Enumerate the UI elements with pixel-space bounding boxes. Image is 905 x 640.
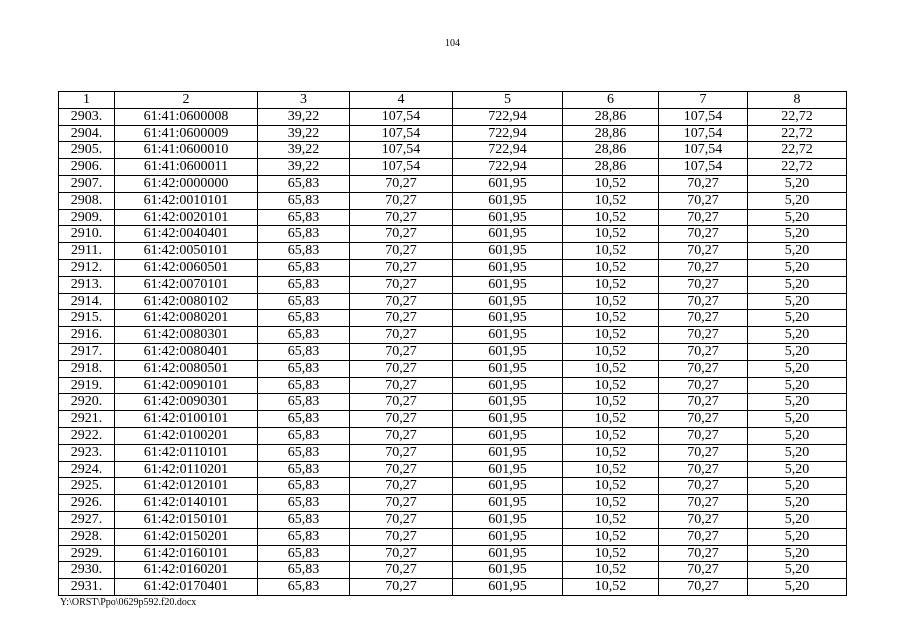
table-row: [59, 343, 847, 360]
cadastral-code-cell: 61:42:0080501: [115, 360, 258, 377]
table-row: [59, 108, 847, 125]
value-col3-cell: 65,83: [258, 360, 350, 377]
value-col8-cell: 22,72: [748, 108, 847, 125]
table-row: [59, 175, 847, 192]
cadastral-code-cell: 61:42:0020101: [115, 209, 258, 226]
value-col4-cell: 70,27: [350, 243, 453, 260]
value-col3-cell: 65,83: [258, 226, 350, 243]
value-col7-cell: 70,27: [659, 327, 748, 344]
value-col5-cell: 601,95: [453, 327, 563, 344]
value-col5-cell: 601,95: [453, 528, 563, 545]
value-col7-cell: 70,27: [659, 226, 748, 243]
value-col8-cell: 5,20: [748, 478, 847, 495]
row-number-cell: 2918.: [59, 360, 115, 377]
row-number-cell: 2931.: [59, 579, 115, 596]
value-col6-cell: 10,52: [563, 276, 659, 293]
value-col5-cell: 722,94: [453, 108, 563, 125]
value-col5-cell: 601,95: [453, 579, 563, 596]
row-number-cell: 2916.: [59, 327, 115, 344]
value-col8-cell: 5,20: [748, 243, 847, 260]
value-col4-cell: 70,27: [350, 411, 453, 428]
value-col7-cell: 70,27: [659, 411, 748, 428]
value-col6-cell: 10,52: [563, 310, 659, 327]
value-col4-cell: 107,54: [350, 142, 453, 159]
value-col3-cell: 65,83: [258, 192, 350, 209]
value-col3-cell: 65,83: [258, 243, 350, 260]
value-col7-cell: 70,27: [659, 461, 748, 478]
value-col3-cell: 65,83: [258, 444, 350, 461]
value-col7-cell: 70,27: [659, 562, 748, 579]
value-col3-cell: 65,83: [258, 478, 350, 495]
value-col4-cell: 70,27: [350, 226, 453, 243]
value-col5-cell: 601,95: [453, 243, 563, 260]
value-col8-cell: 22,72: [748, 125, 847, 142]
cadastral-code-cell: 61:41:0600008: [115, 108, 258, 125]
table-row: [59, 259, 847, 276]
value-col6-cell: 10,52: [563, 495, 659, 512]
value-col5-cell: 601,95: [453, 226, 563, 243]
value-col6-cell: 10,52: [563, 226, 659, 243]
value-col6-cell: 28,86: [563, 108, 659, 125]
value-col7-cell: 70,27: [659, 243, 748, 260]
value-col6-cell: 28,86: [563, 125, 659, 142]
value-col8-cell: 5,20: [748, 444, 847, 461]
row-number-cell: 2919.: [59, 377, 115, 394]
value-col7-cell: 70,27: [659, 511, 748, 528]
value-col8-cell: 5,20: [748, 394, 847, 411]
value-col6-cell: 10,52: [563, 377, 659, 394]
value-col5-cell: 601,95: [453, 495, 563, 512]
value-col6-cell: 10,52: [563, 427, 659, 444]
table-row: [59, 528, 847, 545]
cadastral-code-cell: 61:42:0080301: [115, 327, 258, 344]
value-col5-cell: 601,95: [453, 276, 563, 293]
value-col5-cell: 601,95: [453, 209, 563, 226]
value-col8-cell: 5,20: [748, 579, 847, 596]
value-col7-cell: 70,27: [659, 343, 748, 360]
cadastral-code-cell: 61:41:0600010: [115, 142, 258, 159]
value-col6-cell: 10,52: [563, 175, 659, 192]
value-col7-cell: 70,27: [659, 360, 748, 377]
value-col8-cell: 5,20: [748, 226, 847, 243]
value-col8-cell: 5,20: [748, 175, 847, 192]
table-row: [59, 243, 847, 260]
value-col8-cell: 5,20: [748, 461, 847, 478]
value-col6-cell: 10,52: [563, 444, 659, 461]
value-col8-cell: 5,20: [748, 192, 847, 209]
cadastral-code-cell: 61:42:0100101: [115, 411, 258, 428]
cadastral-code-cell: 61:42:0050101: [115, 243, 258, 260]
row-number-cell: 2908.: [59, 192, 115, 209]
value-col6-cell: 10,52: [563, 562, 659, 579]
row-number-cell: 2924.: [59, 461, 115, 478]
value-col3-cell: 65,83: [258, 377, 350, 394]
value-col6-cell: 10,52: [563, 545, 659, 562]
cadastral-code-cell: 61:42:0110201: [115, 461, 258, 478]
value-col3-cell: 65,83: [258, 394, 350, 411]
value-col8-cell: 5,20: [748, 360, 847, 377]
cadastral-code-cell: 61:42:0150201: [115, 528, 258, 545]
value-col8-cell: 5,20: [748, 562, 847, 579]
value-col5-cell: 601,95: [453, 175, 563, 192]
row-number-cell: 2914.: [59, 293, 115, 310]
value-col4-cell: 70,27: [350, 327, 453, 344]
value-col4-cell: 70,27: [350, 394, 453, 411]
row-number-cell: 2930.: [59, 562, 115, 579]
value-col3-cell: 65,83: [258, 276, 350, 293]
value-col4-cell: 70,27: [350, 579, 453, 596]
cadastral-code-cell: 61:42:0150101: [115, 511, 258, 528]
value-col6-cell: 10,52: [563, 192, 659, 209]
table-row: [59, 327, 847, 344]
cadastral-code-cell: 61:42:0160101: [115, 545, 258, 562]
value-col5-cell: 601,95: [453, 411, 563, 428]
row-number-cell: 2923.: [59, 444, 115, 461]
value-col4-cell: 70,27: [350, 360, 453, 377]
value-col7-cell: 70,27: [659, 394, 748, 411]
value-col5-cell: 722,94: [453, 125, 563, 142]
table-row: [59, 495, 847, 512]
table-row: [59, 411, 847, 428]
value-col4-cell: 70,27: [350, 209, 453, 226]
value-col6-cell: 10,52: [563, 360, 659, 377]
table-row: [59, 310, 847, 327]
value-col3-cell: 65,83: [258, 461, 350, 478]
value-col7-cell: 70,27: [659, 293, 748, 310]
cadastral-code-cell: 61:42:0090301: [115, 394, 258, 411]
value-col3-cell: 65,83: [258, 209, 350, 226]
value-col3-cell: 65,83: [258, 545, 350, 562]
value-col8-cell: 5,20: [748, 276, 847, 293]
value-col7-cell: 70,27: [659, 209, 748, 226]
value-col4-cell: 70,27: [350, 461, 453, 478]
row-number-cell: 2912.: [59, 259, 115, 276]
value-col7-cell: 70,27: [659, 377, 748, 394]
value-col4-cell: 107,54: [350, 108, 453, 125]
data-table: [58, 91, 847, 596]
value-col4-cell: 107,54: [350, 159, 453, 176]
value-col7-cell: 70,27: [659, 192, 748, 209]
value-col7-cell: 70,27: [659, 427, 748, 444]
value-col3-cell: 65,83: [258, 579, 350, 596]
value-col7-cell: 70,27: [659, 259, 748, 276]
value-col3-cell: 65,83: [258, 411, 350, 428]
value-col8-cell: 5,20: [748, 327, 847, 344]
table-row: [59, 427, 847, 444]
value-col3-cell: 65,83: [258, 495, 350, 512]
cadastral-code-cell: 61:42:0010101: [115, 192, 258, 209]
value-col8-cell: 5,20: [748, 209, 847, 226]
row-number-cell: 2928.: [59, 528, 115, 545]
value-col8-cell: 5,20: [748, 511, 847, 528]
value-col6-cell: 28,86: [563, 142, 659, 159]
table-row: [59, 545, 847, 562]
value-col6-cell: 10,52: [563, 293, 659, 310]
table-header-row: [59, 92, 847, 109]
value-col3-cell: 65,83: [258, 259, 350, 276]
cadastral-code-cell: 61:42:0100201: [115, 427, 258, 444]
value-col8-cell: 5,20: [748, 427, 847, 444]
column-header-8: 8: [748, 92, 847, 109]
column-header-7: 7: [659, 92, 748, 109]
value-col4-cell: 70,27: [350, 276, 453, 293]
value-col4-cell: 70,27: [350, 192, 453, 209]
row-number-cell: 2915.: [59, 310, 115, 327]
cadastral-code-cell: 61:42:0000000: [115, 175, 258, 192]
value-col8-cell: 5,20: [748, 293, 847, 310]
column-header-4: 4: [350, 92, 453, 109]
value-col6-cell: 10,52: [563, 478, 659, 495]
cadastral-code-cell: 61:42:0070101: [115, 276, 258, 293]
value-col5-cell: 601,95: [453, 377, 563, 394]
value-col5-cell: 601,95: [453, 545, 563, 562]
value-col7-cell: 70,27: [659, 276, 748, 293]
value-col5-cell: 601,95: [453, 562, 563, 579]
value-col3-cell: 65,83: [258, 310, 350, 327]
row-number-cell: 2925.: [59, 478, 115, 495]
value-col6-cell: 10,52: [563, 511, 659, 528]
row-number-cell: 2910.: [59, 226, 115, 243]
cadastral-code-cell: 61:42:0140101: [115, 495, 258, 512]
cadastral-code-cell: 61:42:0160201: [115, 562, 258, 579]
row-number-cell: 2907.: [59, 175, 115, 192]
value-col7-cell: 70,27: [659, 528, 748, 545]
table-row: [59, 511, 847, 528]
row-number-cell: 2905.: [59, 142, 115, 159]
value-col5-cell: 601,95: [453, 360, 563, 377]
table-row: [59, 461, 847, 478]
value-col7-cell: 70,27: [659, 478, 748, 495]
row-number-cell: 2927.: [59, 511, 115, 528]
value-col8-cell: 5,20: [748, 411, 847, 428]
row-number-cell: 2921.: [59, 411, 115, 428]
cadastral-code-cell: 61:42:0080102: [115, 293, 258, 310]
row-number-cell: 2920.: [59, 394, 115, 411]
value-col5-cell: 601,95: [453, 192, 563, 209]
table-row: [59, 192, 847, 209]
value-col6-cell: 10,52: [563, 579, 659, 596]
cadastral-code-cell: 61:42:0090101: [115, 377, 258, 394]
column-header-2: 2: [115, 92, 258, 109]
value-col6-cell: 10,52: [563, 461, 659, 478]
value-col6-cell: 10,52: [563, 528, 659, 545]
value-col8-cell: 22,72: [748, 142, 847, 159]
row-number-cell: 2922.: [59, 427, 115, 444]
value-col8-cell: 5,20: [748, 259, 847, 276]
value-col6-cell: 10,52: [563, 259, 659, 276]
value-col5-cell: 601,95: [453, 343, 563, 360]
table-row: [59, 226, 847, 243]
cadastral-code-cell: 61:42:0040401: [115, 226, 258, 243]
table-row: [59, 209, 847, 226]
table-row: [59, 579, 847, 596]
value-col3-cell: 65,83: [258, 293, 350, 310]
value-col6-cell: 10,52: [563, 327, 659, 344]
value-col3-cell: 65,83: [258, 528, 350, 545]
value-col8-cell: 5,20: [748, 495, 847, 512]
cadastral-code-cell: 61:41:0600011: [115, 159, 258, 176]
table-row: [59, 444, 847, 461]
value-col3-cell: 39,22: [258, 108, 350, 125]
row-number-cell: 2913.: [59, 276, 115, 293]
value-col3-cell: 65,83: [258, 427, 350, 444]
value-col7-cell: 70,27: [659, 310, 748, 327]
value-col3-cell: 65,83: [258, 562, 350, 579]
value-col5-cell: 601,95: [453, 511, 563, 528]
page-number: 104: [445, 38, 460, 49]
column-header-3: 3: [258, 92, 350, 109]
value-col7-cell: 70,27: [659, 175, 748, 192]
value-col8-cell: 5,20: [748, 377, 847, 394]
value-col3-cell: 39,22: [258, 159, 350, 176]
value-col4-cell: 70,27: [350, 562, 453, 579]
value-col7-cell: 70,27: [659, 444, 748, 461]
value-col3-cell: 65,83: [258, 175, 350, 192]
table-row: [59, 293, 847, 310]
table-row: [59, 125, 847, 142]
value-col4-cell: 70,27: [350, 293, 453, 310]
row-number-cell: 2917.: [59, 343, 115, 360]
value-col5-cell: 601,95: [453, 293, 563, 310]
value-col7-cell: 70,27: [659, 495, 748, 512]
value-col8-cell: 5,20: [748, 528, 847, 545]
cadastral-code-cell: 61:42:0110101: [115, 444, 258, 461]
value-col5-cell: 722,94: [453, 159, 563, 176]
value-col8-cell: 5,20: [748, 545, 847, 562]
value-col7-cell: 107,54: [659, 108, 748, 125]
row-number-cell: 2926.: [59, 495, 115, 512]
value-col5-cell: 601,95: [453, 427, 563, 444]
cadastral-code-cell: 61:42:0080401: [115, 343, 258, 360]
value-col5-cell: 601,95: [453, 444, 563, 461]
value-col4-cell: 70,27: [350, 310, 453, 327]
value-col7-cell: 107,54: [659, 159, 748, 176]
table-row: [59, 142, 847, 159]
row-number-cell: 2911.: [59, 243, 115, 260]
table-row: [59, 562, 847, 579]
value-col6-cell: 28,86: [563, 159, 659, 176]
value-col5-cell: 601,95: [453, 478, 563, 495]
value-col4-cell: 70,27: [350, 377, 453, 394]
value-col6-cell: 10,52: [563, 209, 659, 226]
value-col4-cell: 70,27: [350, 495, 453, 512]
value-col3-cell: 65,83: [258, 343, 350, 360]
table-row: [59, 276, 847, 293]
cadastral-code-cell: 61:42:0170401: [115, 579, 258, 596]
row-number-cell: 2909.: [59, 209, 115, 226]
column-header-6: 6: [563, 92, 659, 109]
cadastral-code-cell: 61:42:0080201: [115, 310, 258, 327]
value-col6-cell: 10,52: [563, 411, 659, 428]
footer-file-path: Y:\ORST\Ppo\0629p592.f20.docx: [60, 597, 197, 608]
value-col4-cell: 70,27: [350, 528, 453, 545]
table-row: [59, 159, 847, 176]
cadastral-code-cell: 61:42:0120101: [115, 478, 258, 495]
value-col8-cell: 22,72: [748, 159, 847, 176]
value-col3-cell: 39,22: [258, 142, 350, 159]
column-header-1: 1: [59, 92, 115, 109]
value-col4-cell: 70,27: [350, 478, 453, 495]
row-number-cell: 2906.: [59, 159, 115, 176]
value-col7-cell: 70,27: [659, 579, 748, 596]
value-col7-cell: 107,54: [659, 142, 748, 159]
table-row: [59, 360, 847, 377]
value-col5-cell: 601,95: [453, 259, 563, 276]
value-col6-cell: 10,52: [563, 343, 659, 360]
value-col6-cell: 10,52: [563, 394, 659, 411]
row-number-cell: 2903.: [59, 108, 115, 125]
column-header-5: 5: [453, 92, 563, 109]
value-col7-cell: 107,54: [659, 125, 748, 142]
value-col5-cell: 601,95: [453, 310, 563, 327]
value-col4-cell: 70,27: [350, 427, 453, 444]
row-number-cell: 2929.: [59, 545, 115, 562]
value-col3-cell: 39,22: [258, 125, 350, 142]
value-col4-cell: 70,27: [350, 175, 453, 192]
cadastral-code-cell: 61:42:0060501: [115, 259, 258, 276]
table-row: [59, 394, 847, 411]
row-number-cell: 2904.: [59, 125, 115, 142]
cadastral-code-cell: 61:41:0600009: [115, 125, 258, 142]
table-body: [59, 108, 847, 595]
table-row: [59, 478, 847, 495]
value-col4-cell: 70,27: [350, 545, 453, 562]
value-col4-cell: 70,27: [350, 259, 453, 276]
value-col3-cell: 65,83: [258, 327, 350, 344]
value-col5-cell: 601,95: [453, 461, 563, 478]
value-col7-cell: 70,27: [659, 545, 748, 562]
value-col8-cell: 5,20: [748, 343, 847, 360]
value-col8-cell: 5,20: [748, 310, 847, 327]
value-col3-cell: 65,83: [258, 511, 350, 528]
value-col4-cell: 107,54: [350, 125, 453, 142]
value-col4-cell: 70,27: [350, 444, 453, 461]
value-col4-cell: 70,27: [350, 343, 453, 360]
value-col4-cell: 70,27: [350, 511, 453, 528]
value-col6-cell: 10,52: [563, 243, 659, 260]
value-col5-cell: 601,95: [453, 394, 563, 411]
value-col5-cell: 722,94: [453, 142, 563, 159]
table-row: [59, 377, 847, 394]
